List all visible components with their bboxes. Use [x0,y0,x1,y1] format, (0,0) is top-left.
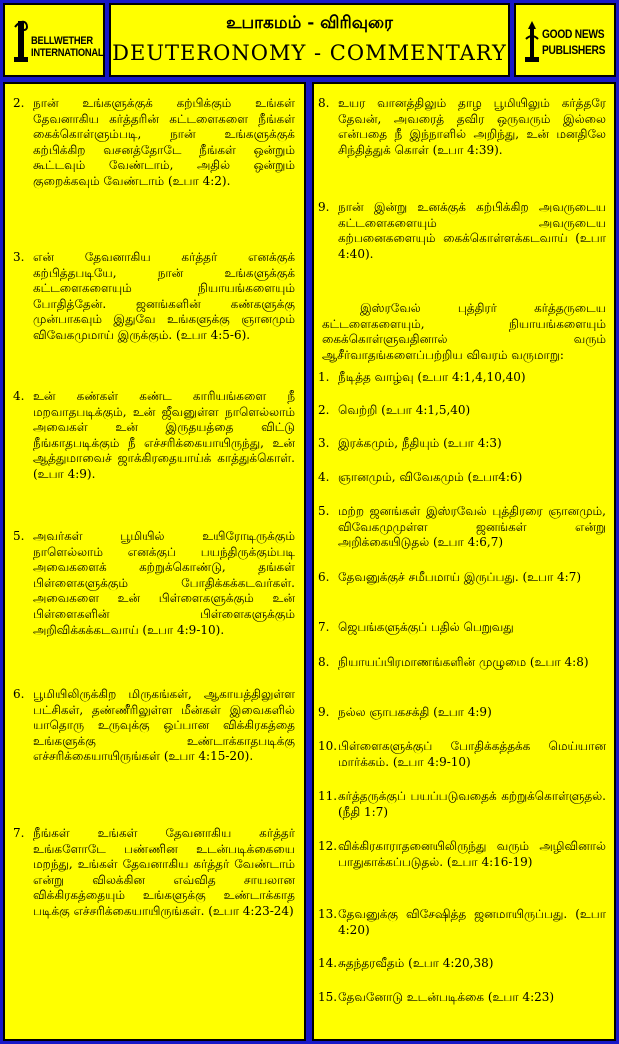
blessing-number: 1. [318,370,330,384]
blessing-text: நீடித்த வாழ்வு (உபா 4:1,4,10,40) [338,370,526,384]
item-text: அவர்கள் பூமியில் உயிரோடிருக்கும் நாளெல்லாம் எனக்குப் பயந்திருக்கும்படி அவைகளைக் கற்றுக்கொண்டு, தங்கள் பிள்ளைகளுக்கும் போதிக்கக்கடவர்கள். அவைகளை உன் பிள்ளைகளுக்கும் உன் பிள்ளைகளின் பிள்ளைகளுக்கும் அறிவிக்கக்கடவாய் (உபா 4:9-10). [33,529,295,637]
blessing-text: தேவனுக்கு விசேஷித்த ஜனமாயிருப்பது. (உபா 4:20) [338,907,606,937]
title-english: DEUTERONOMY - COMMENTARY [112,41,507,65]
blessing-number: 14. [318,956,338,970]
blessing-item [318,504,606,551]
title-tamil: உபாகமம் - விரிவுரை [226,13,393,33]
left-logo-box [3,3,105,77]
blessing-text: சுதந்தரவீதம் (உபா 4:20,38) [338,956,494,970]
list-item [13,389,295,483]
blessing-text: மற்ற ஜனங்கள் இஸ்ரவேல் புத்திரரை ஞானமும், விவேகமுமுள்ள ஜனங்கள் என்று அறிக்கையிடுதல் (உபா 4:6,7) [338,504,606,550]
blessing-item [318,620,606,636]
blessing-item [318,789,606,820]
list-item [13,250,295,344]
item-number: 2. [13,96,25,110]
item-number: 9. [318,200,330,214]
blessing-item [318,956,606,972]
blessing-number: 3. [318,436,330,450]
right-logo-line2: PUBLISHERS [542,43,606,57]
blessing-number: 4. [318,470,330,484]
item-number: 6. [13,687,25,701]
item-text: நான் உங்களுக்குக் கற்பிக்கும் உங்கள் தேவனாகிய கர்த்தரின் கட்டளைகளை நீங்கள் கைக்கொள்ளும்படி, நான் உங்களுக்குக் கற்பிக்கிற வசனத்தோடே நீங்கள் ஒன்றும் கூட்டவும் வேண்டாம், அதில் ஒன்றும் குறைக்கவும் வேண்டாம் (உபா 4:2). [33,96,295,188]
item-number: 5. [13,529,25,543]
blessing-text: கர்த்தருக்குப் பயப்படுவதைக் கற்றுக்கொள்ளுதல். (நீதி 1:7) [338,789,606,819]
blessing-text: ஜெபங்களுக்குப் பதில் பெறுவது [338,620,514,634]
blessing-text: தேவனுக்குச் சமீபமாய் இருப்பது. (உபா 4:7) [338,570,582,584]
item-number: 3. [13,250,25,264]
item-text: பூமியிலிருக்கிற மிருகங்கள், ஆகாயத்திலுள்ள பட்சிகள், தண்ணீரிலுள்ள மீன்கள் இவைகளில் யாதொரு உருவுக்கு ஒப்பான விக்கிரகத்தை உங்களுக்கு உண்டாக்காதபடிக்கு எச்சரிக்கையாயிருங்கள் (உபா 4:15-20). [33,687,295,764]
list-item [13,529,295,638]
item-number: 4. [13,389,25,403]
blessing-item [318,570,606,586]
right-logo-box [514,3,616,77]
item-text: நீங்கள் உங்கள் தேவனாகிய கர்த்தர் உங்களோடே பண்ணின உடன்படிக்கையை மறந்து, உங்கள் தேவனாகிய கர்த்தர் வேண்டாம் என்று விலக்கின எவ்வித சாயலான விக்கிரகத்தையும் உங்களுக்கு உண்டாக்காத படிக்கு எச்சரிக்கையாயிருங்கள். (உபா 4:23-24) [33,826,295,918]
list-item [318,96,606,158]
blessing-item [318,705,606,721]
blessing-text: வெற்றி (உபா 4:1,5,40) [338,403,471,417]
left-column [3,82,306,1041]
bellwether-logo [11,17,104,65]
blessing-item [318,436,606,452]
left-logo-line1: BELLWETHER [31,35,93,47]
blessing-number: 13. [318,907,338,921]
left-logo-line2: INTERNATIONAL [31,47,104,59]
blessing-number: 9. [318,705,330,719]
item-text: நான் இன்று உனக்குக் கற்பிக்கிற அவருடைய கட்டளைகளையும் அவருடைய கற்பனைகளையும் கைக்கொள்ளக்கடவாய் (உபா 4:40). [338,200,606,261]
blessing-item [318,907,606,938]
blessing-number: 7. [318,620,330,634]
blessing-number: 15. [318,990,338,1004]
item-number: 8. [318,96,330,110]
item-text: உயர வானத்திலும் தாழ பூமியிலும் கர்த்தரே தேவன், அவரைத் தவிர ஒருவரும் இல்லை என்பதை நீ இந்நாளில் அறிந்து, உன் மனதிலே சிந்தித்துக் கொள் (உபா 4:39). [338,96,606,157]
blessing-item [318,655,606,671]
blessing-item [318,990,606,1006]
blessing-item [318,470,606,486]
blessing-text: தேவனோடு உடன்படிக்கை (உபா 4:23) [338,990,555,1004]
blessing-number: 6. [318,570,330,584]
item-text: உன் கண்கள் கண்ட காரியங்களை நீ மறவாதபடிக்கும், உன் ஜீவனுள்ள நாளெல்லாம் அவைகள் உன் இருதயத்தை விட்டு நீங்காதபடிக்கும் நீ எச்சரிக்கையாயிருந்து, உன் ஆத்துமாவைச் ஜாக்கிரதையாய்க் காத்துக்கொள். (உபா 4:9). [33,389,295,481]
blessing-number: 10. [318,739,338,753]
blessing-text: நியாயப்பிரமாணங்களின் முழுமை (உபா 4:8) [338,655,589,669]
list-item [13,826,295,920]
item-text: என் தேவனாகிய கர்த்தர் எனக்குக் கற்பித்தபடியே, நான் உங்களுக்குக் கட்டளைகளையும் நியாயங்களையும் போதித்தேன். ஜனங்களின் கண்களுக்கு முன்பாகவும் இதுவே உங்களுக்கு ஞானமும் விவேகமுமாய் இருக்கும். (உபா 4:5-6). [33,250,295,342]
blessing-text: ஞானமும், விவேகமும் (உபா4:6) [338,470,523,484]
lamp-icon [524,19,540,63]
blessing-item [318,739,606,770]
list-item [318,200,606,262]
ram-icon [13,19,29,63]
blessing-number: 12. [318,839,338,853]
list-item [13,96,295,190]
title-box [109,3,510,77]
blessing-number: 2. [318,403,330,417]
blessing-number: 5. [318,504,330,518]
list-item [13,687,295,765]
blessing-text: நல்ல ஞாபகசக்தி (உபா 4:9) [338,705,492,719]
blessing-item [318,370,606,386]
item-number: 7. [13,826,25,840]
intro-paragraph: இஸ்ரவேல் புத்திரர் கர்த்தருடைய கட்டளைகளையும், நியாயங்களையும் கைக்கொள்ளுவதினால் வரும் ஆசீர்வாதங்களைப்பற்றிய விவரம் வருமாறு: [322,301,606,362]
blessing-item [318,839,606,870]
blessing-text: பிள்ளைகளுக்குப் போதிக்கத்தக்க மெய்யான மார்க்கம். (உபா 4:9-10) [338,739,606,769]
blessing-number: 11. [318,789,338,803]
good-news-logo [522,17,610,65]
blessing-text: விக்கிரகாராதனையிலிருந்து வரும் அழிவினால் பாதுகாக்கப்படுதல். (உபா 4:16-19) [338,839,606,869]
right-column [312,82,616,1041]
blessing-text: இரக்கமும், நீதியும் (உபா 4:3) [338,436,502,450]
right-logo-line1: GOOD NEWS [542,27,605,41]
blessing-number: 8. [318,655,330,669]
blessing-item [318,403,606,419]
